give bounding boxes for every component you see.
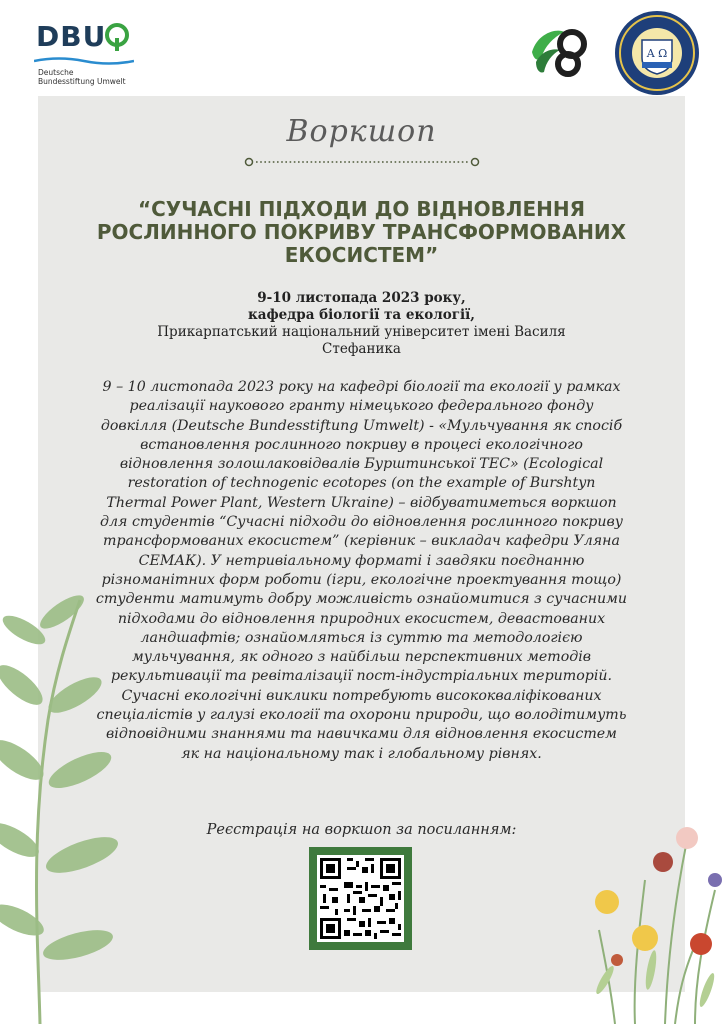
- description-text: 9 – 10 листопада 2023 року на кафедрі біології та екології у рамках реалізації наукового гранту німецького федерального фонду довкілля (Deutsche Bundesstiftung Umwelt) - «Мульчування як спосіб встановлення рослинного покриву в процесі екологічного відновлення золошлаковідвалів Бурштинської ТЕС» (Ecological restoration of technogenic ecotopes (on the example of Burshtyn Thermal Power Plant, Western Ukraine) – відбуватиметься воркшоп для студентів “Сучасні підходи до відновлення рослинного покриву трансформованих екосистем” (керівник – викладач кафедри Уляна СЕМАК). У нетривіальному форматі і завдяки поєднанню різноманітних форм роботи (ігри, екологічне проектування тощо) студенти матимуть добру можливість ознайомитися з сучасними підходами до відновлення природних екосистем, девастованих ландшафтів; ознайомляться із суттю та методологією мульчування, як одного з найбільш перспективних методів рекультивації та ревіталізації пост-індустріальних територій. Сучасні екологічні виклики потребують висококваліфікованих спеціалістів у галузі екології та охорони природи, що володітимуть відповідними знаннями та навичками для відновлення екосистем як на національному так і глобальному рівнях.: [95, 379, 628, 762]
- leaf-logo-icon: [528, 22, 594, 84]
- qr-code[interactable]: [309, 847, 412, 950]
- event-university-cont: Стефаника: [322, 341, 401, 357]
- dotted-divider-icon: [244, 157, 480, 167]
- event-university: Прикарпатський національний університет імені Василя: [157, 324, 566, 340]
- page-title: Воркшоп: [286, 114, 437, 149]
- university-seal-icon: [614, 10, 700, 96]
- flowers-icon: [575, 820, 723, 1024]
- event-department: кафедра біології та екології,: [248, 307, 475, 323]
- dbu-logo: [30, 20, 140, 92]
- registration-label: Реєстрація на воркшоп за посиланням:: [206, 822, 517, 838]
- dbu-circle-icon: [104, 22, 130, 52]
- seal-center-text: Α Ω: [646, 47, 668, 60]
- dbu-subtitle: Deutsche Bundesstiftung Umwelt: [38, 68, 126, 86]
- dbu-mark: DBU: [36, 20, 107, 53]
- qr-code-icon: [317, 855, 404, 942]
- event-dates: 9-10 листопада 2023 року,: [257, 290, 466, 306]
- workshop-heading: “СУЧАСНІ ПІДХОДИ ДО ВІДНОВЛЕННЯ РОСЛИННОГО ПОКРИВУ ТРАНСФОРМОВАНИХ ЕКОСИСТЕМ”: [96, 197, 627, 267]
- dbu-wave-icon: [34, 56, 134, 66]
- leaf-branch-icon: [0, 590, 130, 1024]
- event-info: [60, 290, 663, 358]
